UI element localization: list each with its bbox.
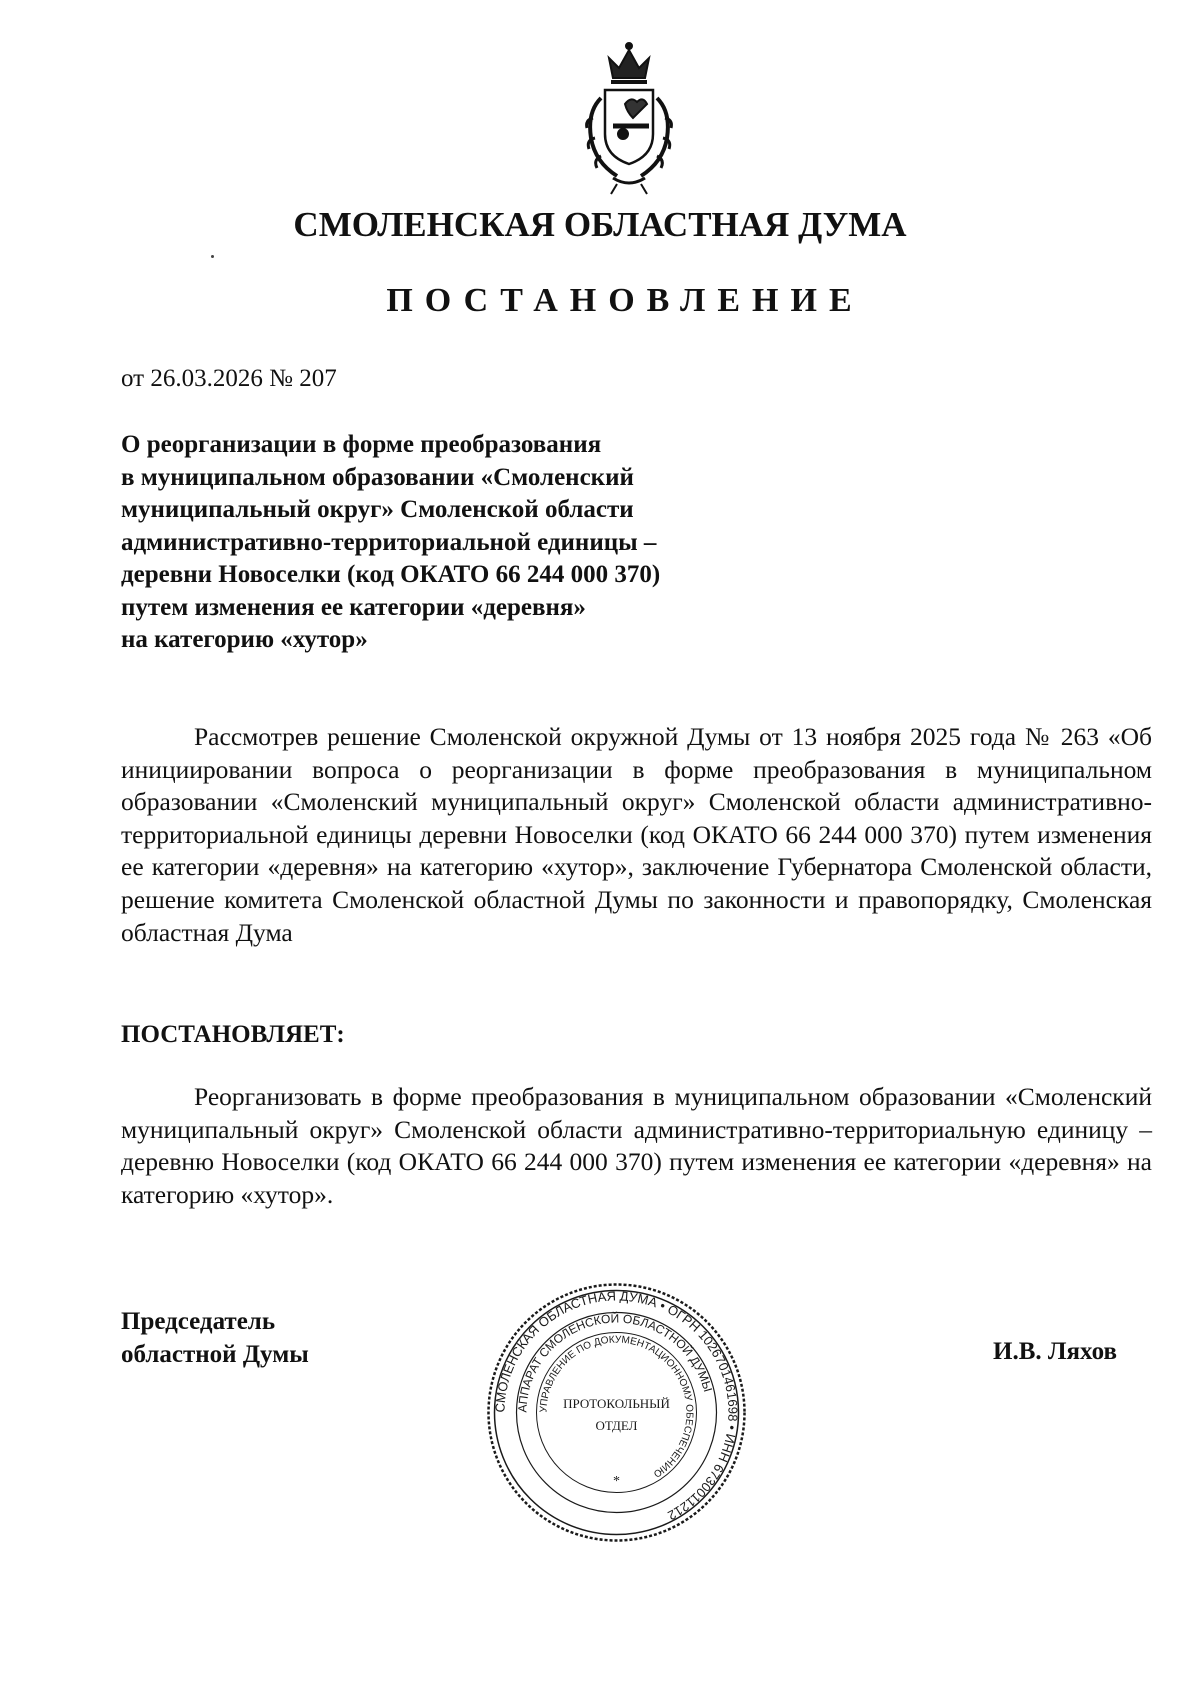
preamble-paragraph: Рассмотрев решение Смоленской окружной Думы от 13 ноября 2025 года № 263 «Об инициировании вопроса о реорганизации в форме преобразования в муниципальном образовании «Смоленский муниципальный округ» Смоленской области административно-территориальной единицы деревни Новоселки (код ОКАТО 66 244 000 370) путем изменения ее категории «деревня» на категорию «хутор», заключение Губернатора Смоленской области, решение комитета Смоленской областной Думы по законности и правопорядку, Смоленская областная Дума (121, 722, 1152, 947)
document-subject (121, 429, 821, 657)
coat-of-arms-icon (573, 38, 685, 198)
resolution-paragraph: Реорганизовать в форме преобразования в муниципальном образовании «Смоленский муниципальный округ» Смоленской области административно-территориальную единицу – деревню Новоселки (код ОКАТО 66 244 000 370) путем изменения ее категории «деревня» на категорию «хутор». (121, 1082, 1152, 1209)
seal-center-line1: ПРОТОКОЛЬНЫЙ (563, 1396, 670, 1411)
official-seal (484, 1280, 749, 1545)
document-reference: от 26.03.2026 № 207 (121, 365, 337, 392)
subject-line: О реорганизации в форме преобразования (121, 431, 602, 458)
seal-inner-text: УПРАВЛЕНИЕ ПО ДОКУМЕНТАЦИОННОМУ ОБЕСПЕЧЕНИЮ (538, 1334, 695, 1480)
seal-middle-text: АППАРАТ СМОЛЕНСКОЙ ОБЛАСТНОЙ ДУМЫ (515, 1311, 716, 1413)
signatory-name: И.В. Ляхов (993, 1338, 1117, 1365)
seal-center-line2: ОТДЕЛ (595, 1418, 638, 1433)
subject-line: на категорию «хутор» (121, 626, 368, 653)
signatory-position-line: Председатель (121, 1308, 276, 1335)
subject-line: в муниципальном образовании «Смоленский (121, 463, 634, 491)
signatory-position (121, 1305, 309, 1371)
scan-speck (211, 255, 214, 258)
subject-line: муниципальный округ» Смоленской области (121, 496, 634, 523)
subject-line: путем изменения ее категории «деревня» (121, 593, 586, 621)
organization-title: СМОЛЕНСКАЯ ОБЛАСТНАЯ ДУМА (293, 205, 907, 244)
subject-line: деревни Новоселки (код ОКАТО 66 244 000 370) (121, 561, 661, 588)
signatory-position-line: областной Думы (121, 1341, 309, 1368)
seal-outer-text: СМОЛЕНСКАЯ ОБЛАСТНАЯ ДУМА • ОГРН 1026701461698 • ИНН 6730011212 (492, 1288, 741, 1524)
seal-star-icon: * (613, 1474, 620, 1489)
resolves-heading: ПОСТАНОВЛЯЕТ: (121, 1021, 345, 1048)
subject-line: административно-территориальной единицы – (121, 528, 657, 556)
document-type: ПОСТАНОВЛЕНИЕ (386, 282, 864, 319)
